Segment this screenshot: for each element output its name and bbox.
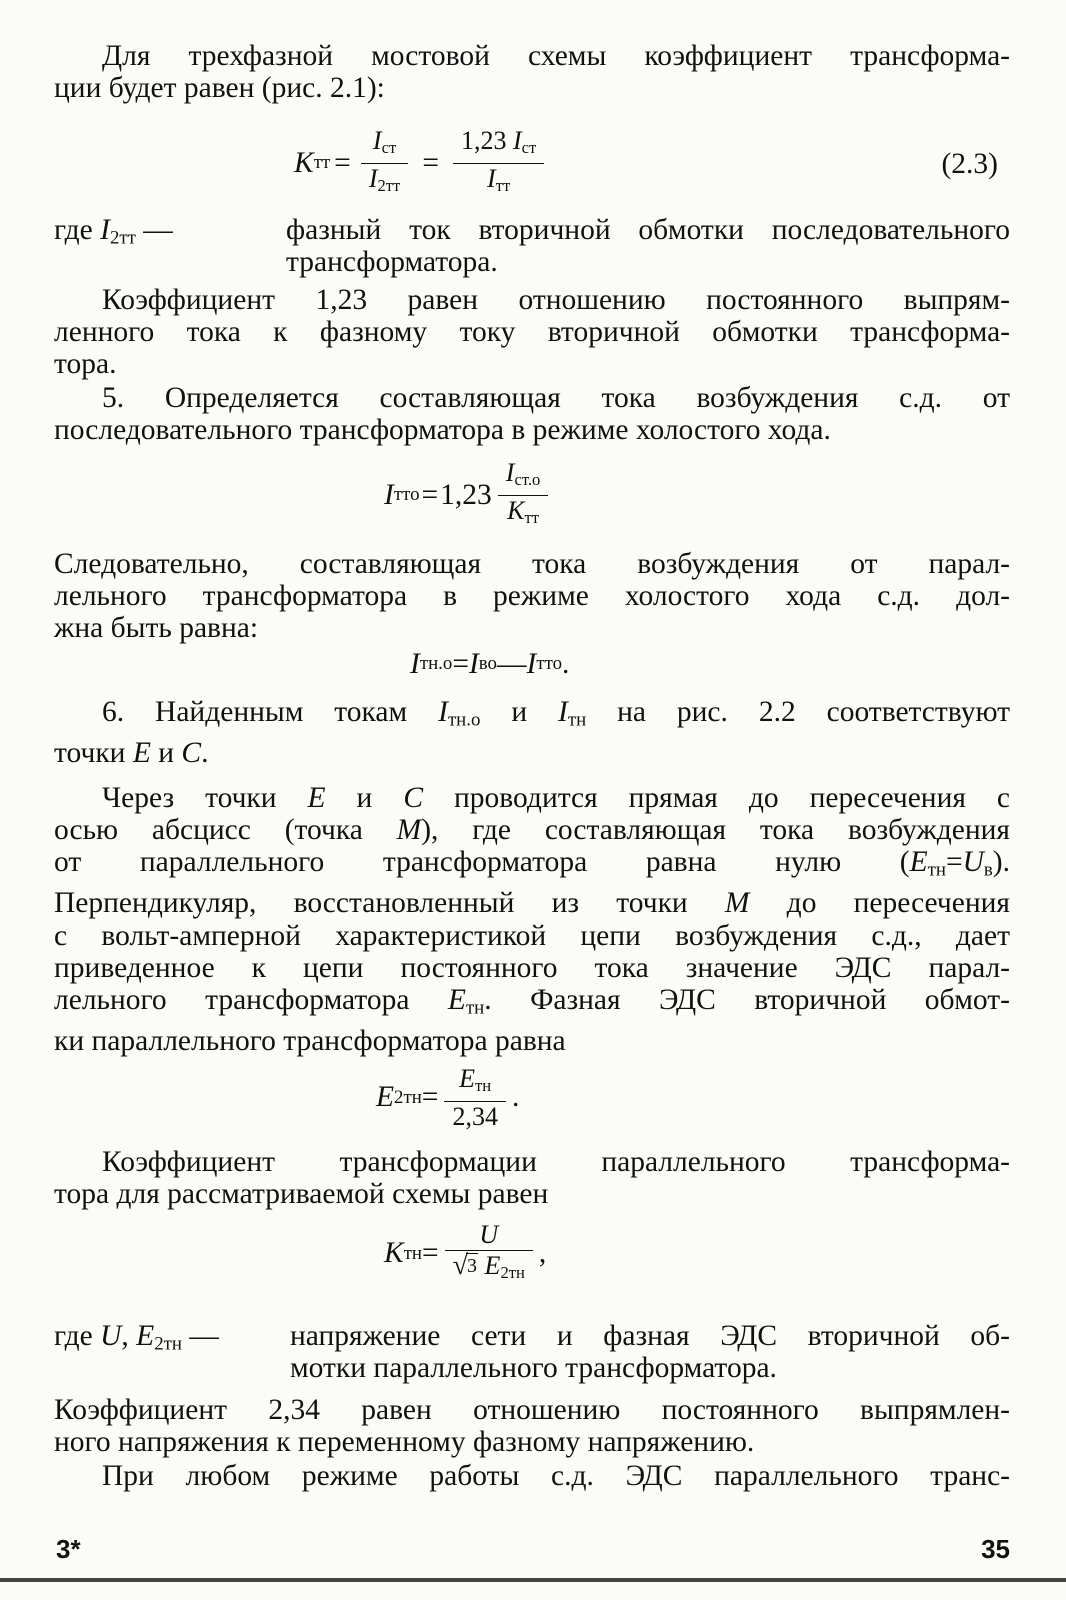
bottom-rule	[0, 1578, 1066, 1582]
formula-E2tn: E 2тн = $\frac{E_{тн}}{2,34}$ .	[376, 1064, 520, 1132]
paragraph-transformation-coef: Коэффициент трансформации параллельного трансформа- тора для рассматриваемой схемы равен	[54, 1146, 1010, 1211]
definition-I2tt: где $I_{2тт}$ — фазный ток вторичной обмотки последовательного трансформатора.	[54, 214, 1010, 279]
paragraph-intro: Для трехфазной мостовой схемы коэффициент трансформа- ции будет равен (рис. 2.1):	[54, 40, 1010, 105]
paragraph-coef-123: Коэффициент 1,23 равен отношению постоянного выпрям- ленного тока к фазному току вторичной обмотки трансформа- тора.	[54, 284, 1010, 381]
formula-Itto: I тто = 1,23 $\frac{I_{ст.о}}{K_{тт}}$	[384, 458, 554, 533]
formula-Ktn: K тн = U √ 3 $E_{2тн}$ ,	[384, 1220, 546, 1288]
paragraph-step-6: 6. Найденным токам $I_{тн.о}$ и $I_{тн}$ на рис. 2.2 соответствуют точки E и C.	[54, 696, 1010, 769]
fraction-1: $\frac{I_{ст}}{I_{2тт}}$	[361, 126, 409, 201]
paragraph-coef-234: Коэффициент 2,34 равен отношению постоянного выпрямлен- ного напряжения к переменному фазному напряжению.	[54, 1394, 1010, 1459]
definition-U-E2tn: где U, $E_{2тн}$ — напряжение сети и фазная ЭДС вторичной об- мотки параллельного трансформатора.	[54, 1320, 1010, 1385]
fraction-U-root3-E2tn: U √ 3 $E_{2тн}$	[445, 1220, 533, 1288]
paragraph-consequently: Следовательно, составляющая тока возбуждения от парал- лельного трансформатора в режиме холостого хода с.д. дол- жна быть равна:	[54, 548, 1010, 645]
paragraph-any-mode: При любом режиме работы с.д. ЭДС параллельного транс-	[102, 1460, 1010, 1492]
paragraph-step-5: 5. Определяется составляющая тока возбуждения с.д. от последовательного трансформатора в режиме холостого хода.	[54, 382, 1010, 447]
book-page	[54, 40, 1010, 1580]
fraction-Etn-234: $\frac{E_{тн}}{2,34}$	[444, 1064, 506, 1132]
sqrt-symbol: √ 3	[452, 1250, 478, 1281]
formula-2-3: K тт = $\frac{I_{ст}}{I_{2тт}}$ = $\frac{1,23 I_{ст}}{I_{тт}}$	[294, 126, 550, 201]
formula-Itno: I тн.о = I во — I тто .	[410, 648, 570, 680]
signature-mark: 3*	[56, 1534, 81, 1564]
fraction-2: $\frac{1,23 I_{ст}}{I_{тт}}$	[453, 126, 544, 201]
fraction-Icto-Ktt: $\frac{I_{ст.о}}{K_{тт}}$	[498, 458, 549, 533]
paragraph-through-points: Через точки E и C проводится прямая до пересечения с осью абсцисс (точка M), где составляющая тока возбуждения от параллельного трансформатора равна нулю $(E_{тн}=U_в)$. Перпендикуляр, восстановленный из точки M до пересечения с вольт-амперной характеристикой цепи возбуждения с.д., дает приведенное к цепи постоянного тока значение ЭДС парал- лельного трансформатора $E_{тн}$. Фазная ЭДС вторичной обмот- ки параллельного трансформатора равна	[54, 782, 1011, 1057]
page-number: 35	[981, 1534, 1010, 1564]
equation-number: (2.3)	[941, 148, 998, 180]
